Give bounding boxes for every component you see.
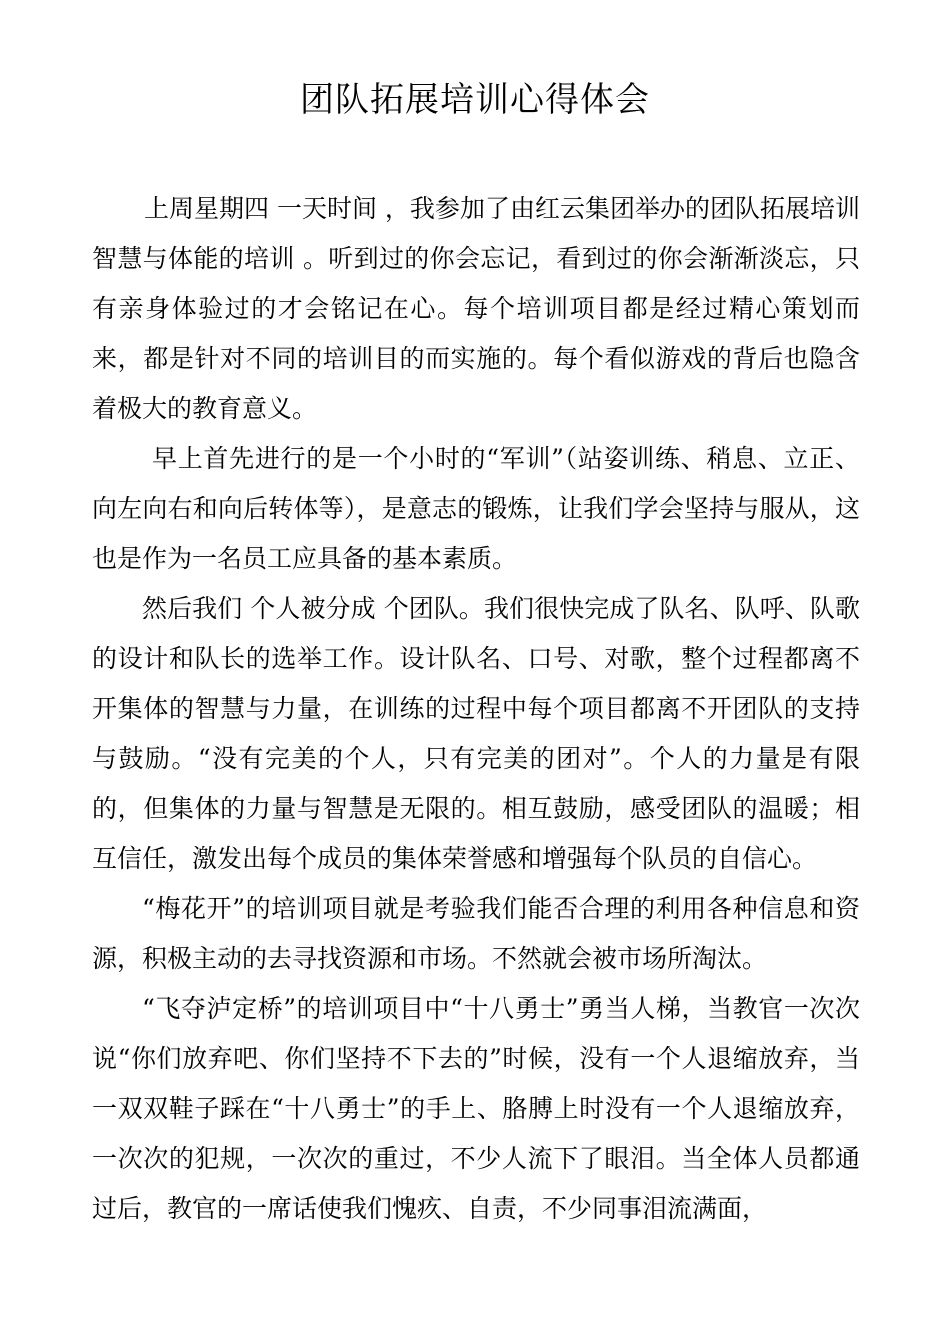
document-title: 团队拓展培训心得体会	[300, 80, 650, 120]
paragraph-4: “梅花开”的培训项目就是考验我们能否合理的利用各种信息和资源，积极主动的去寻找资源和市场。不然就会被市场所淘汰。	[92, 894, 860, 973]
document-body	[92, 184, 860, 1234]
paragraph-2: 早上首先进行的是一个小时的“军训”（站姿训练、稍息、立正、向左向右和向后转体等），是意志的锻炼，让我们学会坚持与服从，这也是作为一名员工应具备的基本素质。	[92, 444, 860, 573]
paragraph-1: 上周星期四 一天时间 ，我参加了由红云集团举办的团队拓展培训 智慧与体能的培训 。听到过的你会忘记，看到过的你会渐渐淡忘，只有亲身体验过的才会铭记在心。每个培训项目都是经过精心策划而来，都是针对不同的培训目的而实施的。每个看似游戏的背后也隐含着极大的教育意义。	[92, 194, 860, 423]
paragraph-3: 然后我们 个人被分成 个团队。我们很快完成了队名、队呼、队歌的设计和队长的选举工作。设计队名、口号、对歌，整个过程都离不开集体的智慧与力量，在训练的过程中每个项目都离不开团队的支持与鼓励。“没有完美的个人，只有完美的团对”。个人的力量是有限的，但集体的力量与智慧是无限的。相互鼓励，感受团队的温暖；相互信任，激发出每个成员的集体荣誉感和增强每个队员的自信心。	[92, 594, 860, 873]
paragraph-5: “飞夺泸定桥”的培训项目中“十八勇士”勇当人梯，当教官一次次说“你们放弃吧、你们坚持不下去的”时候，没有一个人退缩放弃，当一双双鞋子踩在“十八勇士”的手上、胳膊上时没有一个人退缩放弃，一次次的犯规，一次次的重过，不少人流下了眼泪。当全体人员都通过后，教官的一席话使我们愧疚、自责，不少同事泪流满面，	[92, 994, 860, 1223]
